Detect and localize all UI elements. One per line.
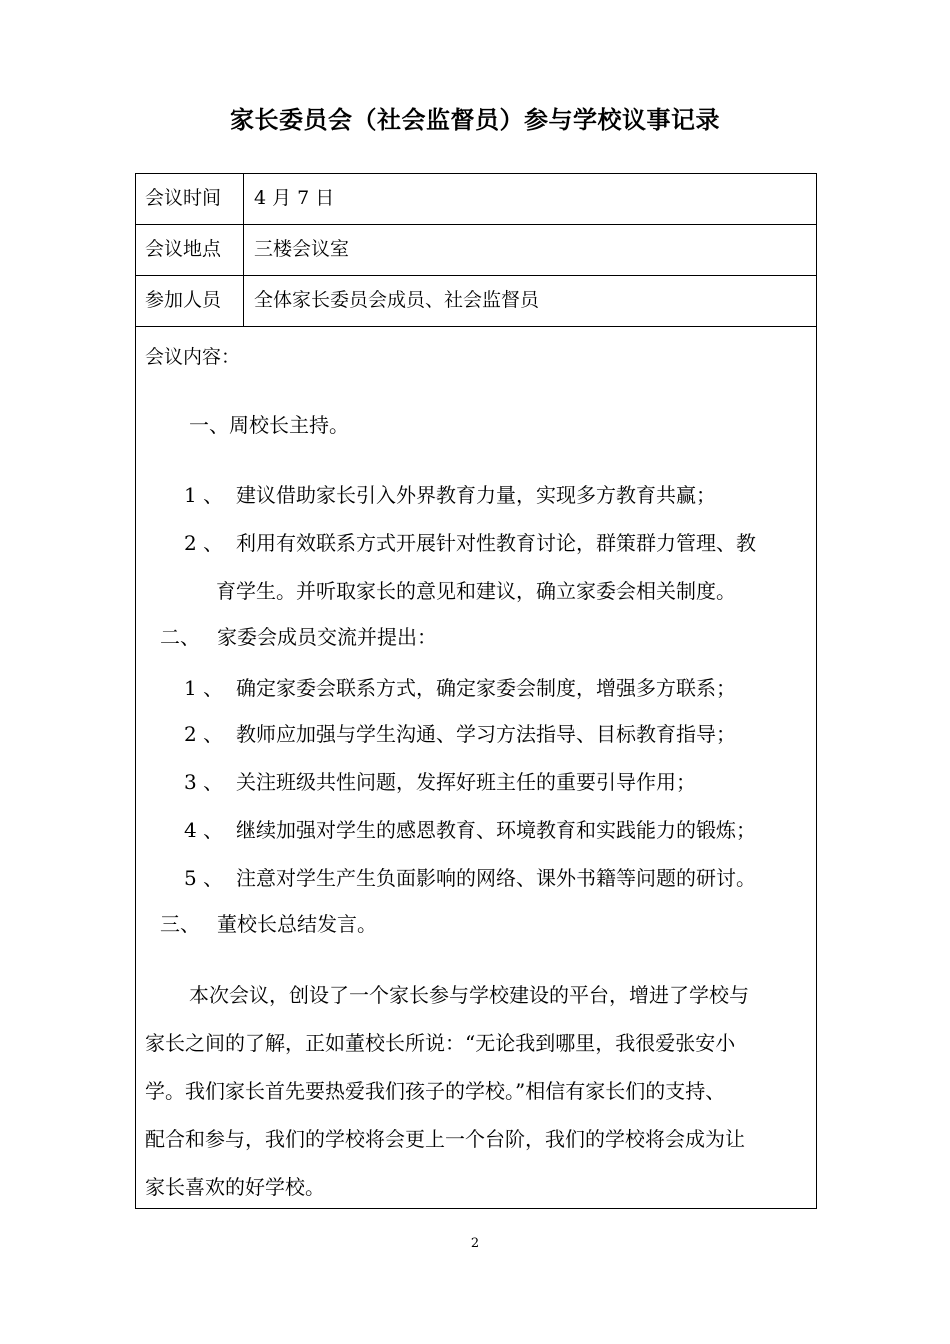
section1-item-text: 建议借助家长引入外界教育力量，实现多方教育共赢； xyxy=(236,483,716,507)
summary-line: 家长之间的了解，正如董校长所说：“无论我到哪里，我很爱张安小 xyxy=(145,1031,736,1055)
summary-line: 本次会议，创设了一个家长参与学校建设的平台，增进了学校与 xyxy=(189,983,749,1007)
record-table xyxy=(135,173,817,1209)
meeting-content xyxy=(136,327,816,1207)
meeting-time-row xyxy=(136,174,816,225)
section2-item-text: 确定家委会联系方式，确定家委会制度，增强多方联系； xyxy=(236,676,736,700)
section2-item-number: 3 、 xyxy=(184,770,224,794)
section3-title: 董校长总结发言。 xyxy=(217,912,377,936)
section1-item-number: 1 、 xyxy=(184,483,224,507)
section2-item-text: 教师应加强与学生沟通、学习方法指导、目标教育指导； xyxy=(236,722,736,746)
attendees-row xyxy=(136,276,816,327)
document-title: 家长委员会（社会监督员）参与学校议事记录 xyxy=(230,106,720,134)
page-number: 2 xyxy=(470,1236,480,1251)
section2-title: 家委会成员交流并提出： xyxy=(217,625,437,649)
section2-item-text: 注意对学生产生负面影响的网络、课外书籍等问题的研讨。 xyxy=(236,866,756,890)
content-heading: 会议内容： xyxy=(145,346,241,368)
section2-item-text: 继续加强对学生的感恩教育、环境教育和实践能力的锻炼； xyxy=(236,818,756,842)
section2-number: 二、 xyxy=(160,625,200,649)
meeting-time-value: 4 月 7 日 xyxy=(254,187,335,209)
meeting-place-row xyxy=(136,225,816,276)
attendees-label: 参加人员 xyxy=(136,276,244,326)
section2-item-number: 1 、 xyxy=(184,676,224,700)
section2-item-number: 4 、 xyxy=(184,818,224,842)
section1-title: 一、周校长主持。 xyxy=(189,413,349,437)
meeting-place-value: 三楼会议室 xyxy=(254,238,350,260)
section2-item-text: 关注班级共性问题，发挥好班主任的重要引导作用； xyxy=(236,770,696,794)
meeting-time-label: 会议时间 xyxy=(136,174,244,224)
section3-number: 三、 xyxy=(160,912,200,936)
section2-item-number: 5 、 xyxy=(184,866,224,890)
summary-line: 家长喜欢的好学校。 xyxy=(145,1175,325,1199)
summary-line: 配合和参与，我们的学校将会更上一个台阶，我们的学校将会成为让 xyxy=(145,1127,745,1151)
attendees-value: 全体家长委员会成员、社会监督员 xyxy=(254,289,540,311)
summary-line: 学。我们家长首先要热爱我们孩子的学校。”相信有家长们的支持、 xyxy=(145,1079,726,1103)
section1-item-text: 利用有效联系方式开展针对性教育讨论，群策群力管理、教 xyxy=(236,531,756,555)
section2-item-number: 2 、 xyxy=(184,722,224,746)
section1-item-number: 2 、 xyxy=(184,531,224,555)
meeting-place-label: 会议地点 xyxy=(136,225,244,275)
section1-item-text-continued: 育学生。并听取家长的意见和建议，确立家委会相关制度。 xyxy=(216,579,736,603)
